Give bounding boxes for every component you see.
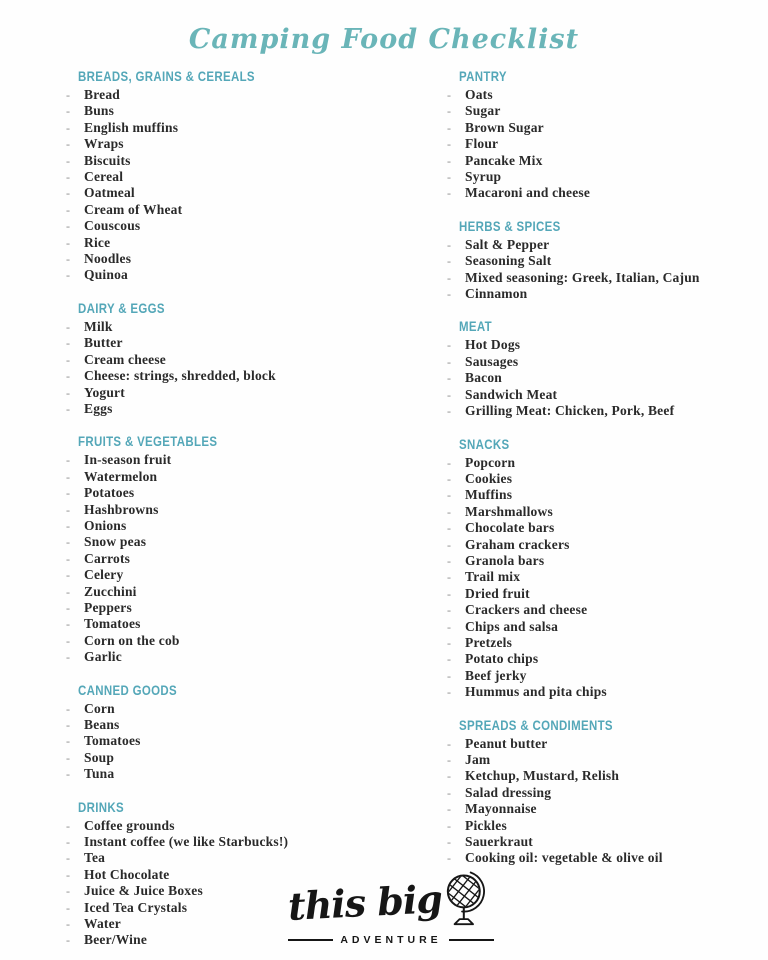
section-heading: CANNED GOODS — [78, 681, 177, 698]
brand-script-text: this big — [286, 876, 443, 929]
dash-bullet: - — [447, 338, 452, 353]
item-label: Beans — [84, 717, 120, 732]
dash-bullet: - — [66, 767, 71, 782]
dash-bullet: - — [66, 453, 71, 468]
list-item — [66, 584, 426, 600]
dash-bullet: - — [66, 120, 71, 135]
item-label: Hot Dogs — [465, 337, 521, 353]
dash-bullet: - — [447, 785, 452, 800]
list-item — [447, 169, 757, 185]
dash-bullet: - — [447, 835, 452, 850]
dash-bullet: - — [447, 104, 452, 119]
checklist-section — [66, 68, 426, 284]
dash-bullet: - — [447, 802, 452, 817]
checklist-section — [66, 433, 426, 665]
list-item — [447, 504, 757, 520]
dash-bullet: - — [66, 202, 71, 217]
item-label: Sugar — [465, 103, 501, 119]
list-item — [66, 87, 426, 103]
adventure-rule-left — [288, 939, 333, 941]
item-label: Bacon — [465, 370, 503, 386]
item-label: Sauerkraut — [465, 834, 534, 850]
item-label: Tomatoes — [84, 616, 141, 632]
dash-bullet: - — [447, 521, 452, 536]
list-item — [66, 185, 426, 201]
list-item — [447, 455, 757, 471]
dash-bullet: - — [447, 603, 452, 618]
item-label: Pretzels — [465, 634, 513, 650]
item-label: Iced Tea Crystals — [84, 899, 188, 915]
list-item — [447, 120, 757, 136]
item-label: Soup — [84, 749, 115, 765]
item-label: Jam — [465, 752, 491, 767]
dash-bullet: - — [66, 88, 71, 102]
checklist-section — [66, 300, 426, 417]
item-label: Cinnamon — [465, 286, 528, 302]
item-label: Sandwich Meat — [465, 386, 558, 402]
item-label: Marshmallows — [465, 503, 553, 519]
item-label: Tuna — [84, 766, 115, 782]
list-item — [447, 370, 757, 386]
item-label: Hot Chocolate — [84, 866, 170, 882]
list-item — [447, 834, 757, 850]
globe-icon — [442, 866, 494, 932]
item-label: Snow peas — [84, 534, 147, 550]
dash-bullet: - — [66, 137, 71, 152]
item-label: Salt & Pepper — [465, 236, 550, 252]
item-label: Chips and salsa — [465, 618, 559, 634]
list-item — [66, 202, 426, 218]
dash-bullet: - — [66, 469, 71, 484]
list-item — [66, 401, 426, 417]
dash-bullet: - — [66, 385, 71, 400]
item-label: Pancake Mix — [465, 152, 543, 168]
dash-bullet: - — [66, 153, 71, 168]
list-item — [447, 684, 757, 700]
dash-bullet: - — [66, 701, 71, 716]
item-label: Peanut butter — [465, 735, 548, 751]
item-label: Tomatoes — [84, 733, 141, 749]
item-label: Water — [84, 916, 121, 932]
dash-bullet: - — [66, 319, 71, 334]
dash-bullet: - — [447, 818, 452, 833]
column-left — [66, 68, 426, 960]
dash-bullet: - — [66, 104, 71, 119]
section-heading: MEAT — [459, 318, 492, 335]
dash-bullet: - — [447, 736, 452, 751]
dash-bullet: - — [447, 387, 452, 402]
item-label: Noodles — [84, 251, 132, 267]
item-label: Tea — [84, 850, 106, 866]
dash-bullet: - — [66, 486, 71, 501]
dash-bullet: - — [66, 734, 71, 749]
section-heading: SNACKS — [459, 435, 510, 452]
dash-bullet: - — [66, 600, 71, 615]
dash-bullet: - — [66, 633, 71, 648]
dash-bullet: - — [66, 268, 71, 283]
list-item — [447, 185, 757, 201]
dash-bullet: - — [447, 186, 452, 201]
dash-bullet: - — [66, 917, 71, 932]
list-item — [447, 818, 757, 834]
list-item — [447, 651, 757, 667]
list-item — [66, 633, 426, 649]
item-label: Instant coffee (we like Starbucks!) — [84, 834, 289, 850]
dash-bullet: - — [447, 137, 452, 152]
section-heading: SPREADS & CONDIMENTS — [459, 716, 613, 733]
list-item — [66, 352, 426, 368]
item-label: Mayonnaise — [465, 801, 537, 817]
list-item — [66, 368, 426, 384]
dash-bullet: - — [66, 835, 71, 850]
list-item — [66, 452, 426, 468]
section-items — [66, 319, 426, 417]
dash-bullet: - — [447, 652, 452, 667]
item-label: Mixed seasoning: Greek, Italian, Cajun — [465, 269, 700, 285]
dash-bullet: - — [447, 237, 452, 252]
brand-logo-top — [288, 866, 494, 932]
section-items — [447, 237, 757, 303]
dash-bullet: - — [66, 933, 71, 948]
list-item — [66, 766, 426, 782]
dash-bullet: - — [447, 619, 452, 634]
dash-bullet: - — [447, 685, 452, 700]
item-label: Yogurt — [84, 384, 125, 400]
item-label: Carrots — [84, 550, 131, 566]
item-label: Dried fruit — [465, 585, 530, 601]
brand-logo — [288, 866, 494, 946]
item-label: Watermelon — [84, 468, 158, 484]
list-item — [66, 616, 426, 632]
list-item — [66, 218, 426, 234]
dash-bullet: - — [66, 186, 71, 201]
dash-bullet: - — [66, 568, 71, 583]
item-label: Popcorn — [465, 454, 516, 470]
dash-bullet: - — [447, 404, 452, 419]
dash-bullet: - — [447, 170, 452, 185]
checklist-section — [447, 318, 757, 419]
list-item — [66, 502, 426, 518]
item-label: Wraps — [84, 136, 124, 152]
item-label: Zucchini — [84, 583, 137, 599]
brand-word: ADVENTURE — [340, 934, 442, 946]
dash-bullet: - — [447, 120, 452, 135]
item-label: Eggs — [84, 400, 113, 416]
list-item — [447, 403, 757, 419]
list-item — [66, 235, 426, 251]
checklist-section — [447, 436, 757, 701]
item-label: Seasoning Salt — [465, 253, 552, 269]
dash-bullet: - — [447, 270, 452, 285]
section-items — [66, 87, 426, 284]
list-item — [66, 469, 426, 485]
item-label: Hummus and pita chips — [465, 684, 607, 700]
list-item — [66, 701, 426, 717]
item-label: Oatmeal — [84, 185, 135, 201]
dash-bullet: - — [447, 488, 452, 503]
item-label: Syrup — [465, 169, 502, 185]
item-label: Granola bars — [465, 552, 545, 568]
item-label: Oats — [465, 87, 493, 102]
item-label: Trail mix — [465, 569, 521, 585]
dash-bullet: - — [447, 504, 452, 519]
list-item — [447, 153, 757, 169]
dash-bullet: - — [447, 553, 452, 568]
list-item — [447, 487, 757, 503]
item-label: Biscuits — [84, 152, 131, 168]
section-items — [66, 452, 426, 665]
dash-bullet: - — [66, 535, 71, 550]
item-label: Hashbrowns — [84, 501, 159, 517]
item-label: Beef jerky — [465, 667, 527, 683]
list-item — [447, 668, 757, 684]
dash-bullet: - — [447, 287, 452, 302]
list-item — [447, 785, 757, 801]
list-item — [66, 600, 426, 616]
list-item — [66, 518, 426, 534]
item-label: Milk — [84, 318, 113, 334]
list-item — [66, 103, 426, 119]
page-title: Camping Food Checklist — [188, 24, 580, 55]
dash-bullet: - — [66, 252, 71, 267]
list-item — [447, 635, 757, 651]
dash-bullet: - — [66, 170, 71, 185]
dash-bullet: - — [66, 219, 71, 234]
dash-bullet: - — [447, 254, 452, 269]
item-label: Graham crackers — [465, 536, 570, 552]
checklist-section — [447, 717, 757, 867]
dash-bullet: - — [66, 502, 71, 517]
item-label: Corn on the cob — [84, 632, 180, 648]
list-item — [66, 551, 426, 567]
list-item — [66, 120, 426, 136]
item-label: Celery — [84, 567, 124, 583]
item-label: In-season fruit — [84, 452, 172, 468]
list-item — [447, 253, 757, 269]
dash-bullet: - — [66, 851, 71, 866]
list-item — [447, 237, 757, 253]
dash-bullet: - — [447, 471, 452, 486]
list-item — [66, 750, 426, 766]
list-item — [447, 553, 757, 569]
list-item — [66, 251, 426, 267]
item-label: Corn — [84, 700, 115, 716]
list-item — [447, 387, 757, 403]
dash-bullet: - — [447, 851, 452, 866]
item-label: Juice & Juice Boxes — [84, 883, 203, 899]
dash-bullet: - — [447, 668, 452, 683]
list-item — [447, 586, 757, 602]
dash-bullet: - — [66, 867, 71, 882]
checklist-section — [66, 682, 426, 783]
list-item — [447, 801, 757, 817]
list-item — [66, 485, 426, 501]
section-items — [447, 736, 757, 867]
section-heading: DAIRY & EGGS — [78, 299, 165, 316]
dash-bullet: - — [66, 900, 71, 915]
dash-bullet: - — [66, 617, 71, 632]
dash-bullet: - — [447, 153, 452, 168]
column-right — [447, 68, 757, 883]
list-item — [66, 733, 426, 749]
item-label: Pickles — [465, 817, 507, 833]
list-item — [66, 534, 426, 550]
section-items — [447, 455, 757, 701]
list-item — [447, 337, 757, 353]
list-item — [447, 520, 757, 536]
item-label: Onions — [84, 517, 127, 533]
item-label: Cooking oil: vegetable & olive oil — [465, 850, 663, 866]
list-item — [447, 471, 757, 487]
list-item — [66, 153, 426, 169]
list-item — [66, 319, 426, 335]
list-item — [447, 354, 757, 370]
list-item — [66, 649, 426, 665]
list-item — [66, 385, 426, 401]
item-label: English muffins — [84, 119, 179, 135]
item-label: Cereal — [84, 169, 124, 185]
section-heading: PANTRY — [459, 68, 507, 84]
checklist-section — [447, 68, 757, 202]
dash-bullet: - — [447, 570, 452, 585]
item-label: Crackers and cheese — [465, 602, 588, 618]
list-item — [66, 267, 426, 283]
checklist-section — [447, 218, 757, 303]
item-label: Cream cheese — [84, 351, 166, 367]
item-label: Cookies — [465, 470, 513, 486]
item-label: Macaroni and cheese — [465, 185, 591, 201]
dash-bullet: - — [66, 584, 71, 599]
item-label: Potato chips — [465, 651, 539, 667]
dash-bullet: - — [66, 352, 71, 367]
dash-bullet: - — [66, 551, 71, 566]
list-item — [447, 270, 757, 286]
list-item — [66, 834, 426, 850]
item-label: Buns — [84, 103, 115, 119]
dash-bullet: - — [447, 455, 452, 470]
dash-bullet: - — [447, 586, 452, 601]
item-label: Couscous — [84, 218, 141, 234]
section-items — [66, 701, 426, 783]
dash-bullet: - — [66, 401, 71, 416]
list-item — [447, 850, 757, 866]
item-label: Butter — [84, 335, 123, 351]
list-item — [66, 567, 426, 583]
item-label: Ketchup, Mustard, Relish — [465, 768, 620, 784]
dash-bullet: - — [447, 635, 452, 650]
item-label: Coffee grounds — [84, 817, 175, 833]
item-label: Garlic — [84, 649, 122, 665]
dash-bullet: - — [447, 537, 452, 552]
list-item — [447, 752, 757, 768]
item-label: Rice — [84, 234, 111, 250]
list-item — [447, 286, 757, 302]
item-label: Cheese: strings, shredded, block — [84, 368, 276, 384]
item-label: Salad dressing — [465, 784, 552, 800]
list-item — [447, 768, 757, 784]
dash-bullet: - — [66, 369, 71, 384]
item-label: Cream of Wheat — [84, 201, 183, 217]
item-label: Peppers — [84, 599, 132, 615]
dash-bullet: - — [447, 88, 452, 102]
list-item — [447, 136, 757, 152]
list-item — [447, 602, 757, 618]
dash-bullet: - — [66, 884, 71, 899]
item-label: Grilling Meat: Chicken, Pork, Beef — [465, 403, 675, 419]
item-label: Bread — [84, 87, 121, 102]
dash-bullet: - — [447, 354, 452, 369]
list-item — [66, 717, 426, 733]
item-label: Beer/Wine — [84, 932, 148, 948]
item-label: Muffins — [465, 487, 513, 503]
list-item — [66, 169, 426, 185]
list-item — [66, 335, 426, 351]
item-label: Chocolate bars — [465, 520, 555, 536]
list-item — [447, 619, 757, 635]
section-heading: FRUITS & VEGETABLES — [78, 433, 218, 450]
item-label: Sausages — [465, 353, 519, 369]
item-label: Brown Sugar — [465, 119, 544, 135]
list-item — [447, 103, 757, 119]
dash-bullet: - — [447, 769, 452, 784]
dash-bullet: - — [66, 818, 71, 833]
section-heading: HERBS & SPICES — [459, 217, 561, 234]
section-items — [447, 337, 757, 419]
adventure-rule-right — [449, 939, 494, 941]
list-item — [66, 136, 426, 152]
list-item — [66, 818, 426, 834]
section-heading: BREADS, GRAINS & CEREALS — [78, 68, 255, 84]
list-item — [447, 537, 757, 553]
dash-bullet: - — [66, 235, 71, 250]
list-item — [66, 850, 426, 866]
item-label: Potatoes — [84, 485, 135, 501]
dash-bullet: - — [447, 371, 452, 386]
dash-bullet: - — [66, 750, 71, 765]
dash-bullet: - — [66, 518, 71, 533]
list-item — [447, 736, 757, 752]
section-heading: DRINKS — [78, 798, 124, 815]
section-items — [447, 87, 757, 202]
dash-bullet: - — [447, 753, 452, 767]
dash-bullet: - — [66, 336, 71, 351]
item-label: Flour — [465, 136, 499, 152]
dash-bullet: - — [66, 650, 71, 665]
list-item — [447, 569, 757, 585]
dash-bullet: - — [66, 718, 71, 732]
brand-logo-bottom — [288, 934, 494, 946]
list-item — [447, 87, 757, 103]
item-label: Quinoa — [84, 267, 128, 283]
